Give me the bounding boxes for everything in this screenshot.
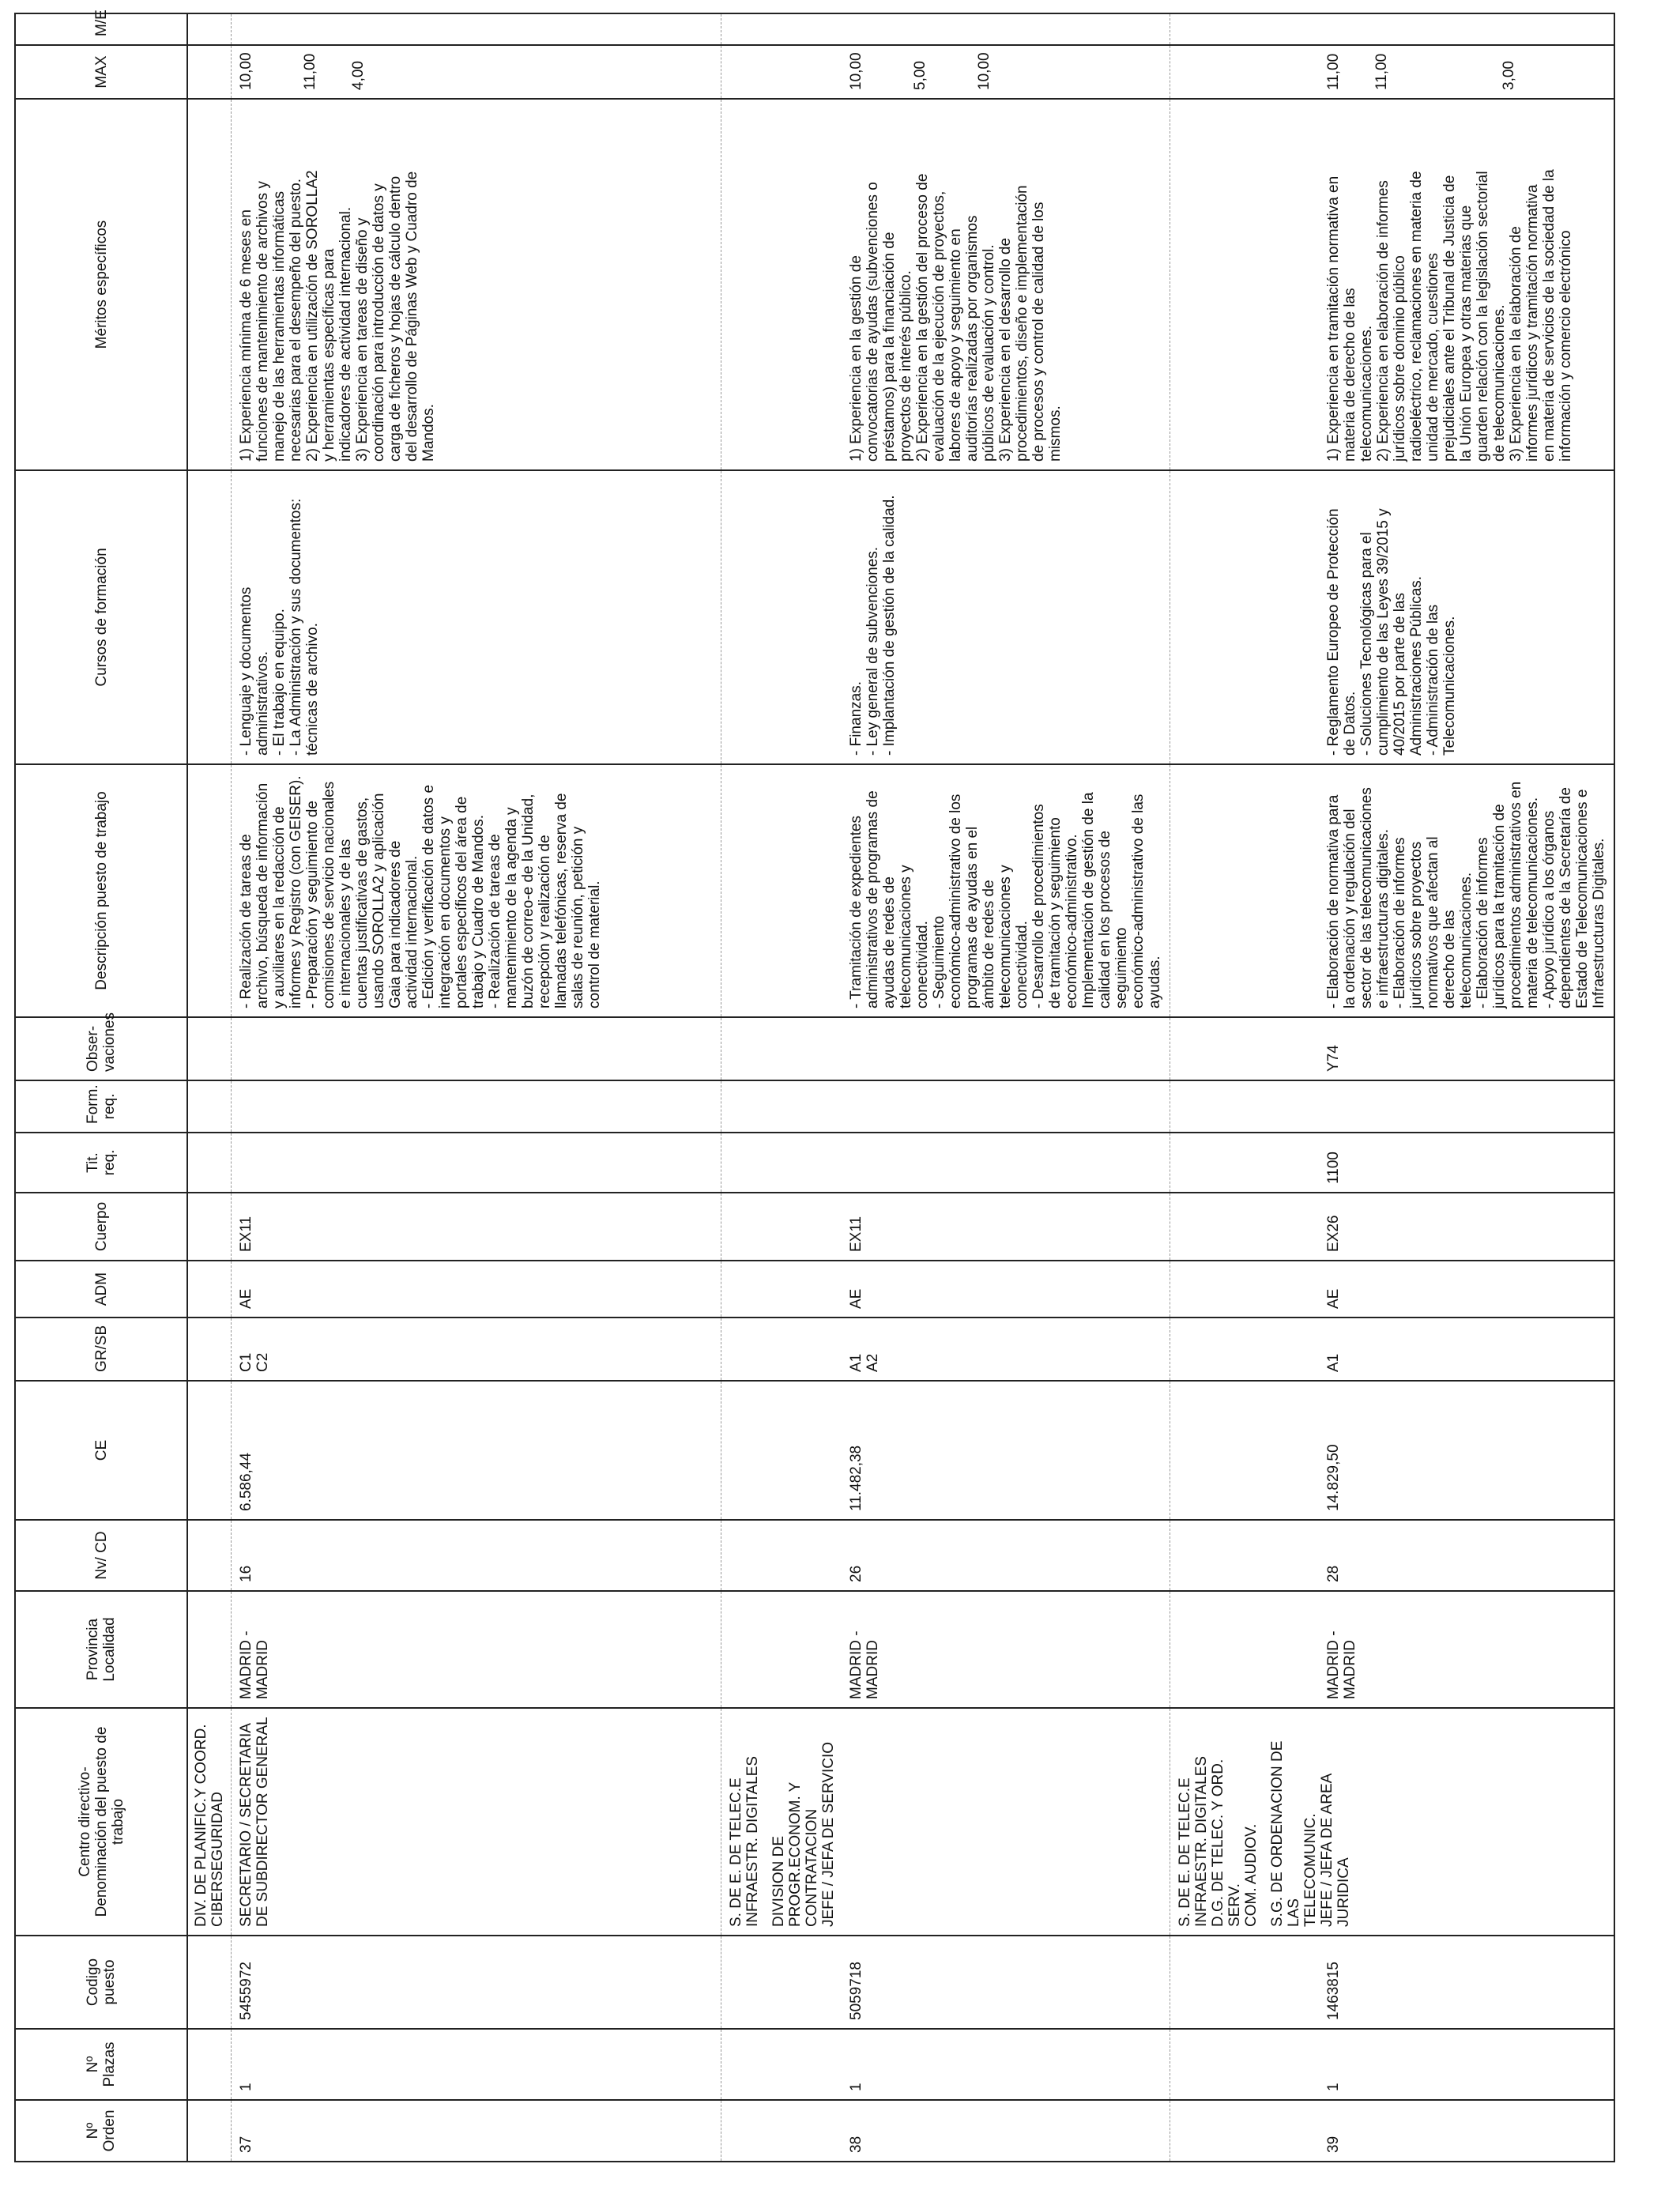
centro-puesto: JEFE / JEFA DE AREA JURIDICA <box>1319 1773 1352 1927</box>
header-row <box>15 13 187 2162</box>
cell-meritos <box>1170 99 1615 470</box>
header-orden: Nº Orden <box>15 2100 187 2162</box>
cell-nivel: 26 <box>721 1520 1170 1591</box>
merito-3: 3) Experiencia en la elaboración de informes jurídicos y tramitación normativa en materia de servicios de la sociedad de la información y comercio electrónico <box>1508 169 1574 462</box>
cell-cursos: - Reglamento Europeo de Protección de Datos. - Soluciones Tecnológicas para el cumplimiento de las Leyes 39/2015 y 40/2015 por parte de las Administraciones Públicas. - Administración de las Telecomunicaciones. <box>1170 470 1615 764</box>
merito-3: 3) Experiencia en el desarrollo de procedimientos, diseño e implementación de procesos y control de calidad de los mismos. <box>997 185 1064 462</box>
cell-meritos <box>232 99 721 470</box>
header-provincia: Provincia Localidad <box>15 1591 187 1708</box>
cell-descripcion: - Tramitación de expedientes administrativos de programas de ayudas de redes de telecomunicaciones y conectividad. - Seguimiento económico-administrativo de los programas de ayudas en el ámbito de redes de telecomunicaciones y conectividad. - Desarrollo de procedimientos de tramitación y seguimiento económico-administrativo. Implementación de gestión de la calidad en los procesos de seguimiento económico-administrativo de las ayudas. <box>721 764 1170 1017</box>
cell-formacion <box>1170 1080 1615 1133</box>
header-centro: Centro directivo- Denominación del puesto de trabajo <box>15 1708 187 1936</box>
cell-codigo: 5455972 <box>232 1936 721 2029</box>
table-row <box>232 13 721 2162</box>
header-plazas: Nº Plazas <box>15 2029 187 2100</box>
cell-titulacion <box>232 1133 721 1193</box>
max-1: 11,00 <box>1325 53 1342 90</box>
cell-cursos: - Lenguaje y documentos administrativos. - El trabajo en equipo. - La Administración y sus documentos: técnicas de archivo. <box>232 470 721 764</box>
cell-formacion <box>721 1080 1170 1133</box>
cell-centro <box>1170 1708 1615 1936</box>
max-2: 11,00 <box>1373 53 1390 90</box>
header-cursos: Cursos de formación <box>15 470 187 764</box>
header-observaciones: Obser- vaciones <box>15 1017 187 1080</box>
cell-plazas: 1 <box>232 2029 721 2100</box>
header-nivel: Nv/ CD <box>15 1520 187 1591</box>
cell-observaciones: Y74 <box>1170 1017 1615 1080</box>
centro-puesto: JEFE / JEFA DE SERVICIO <box>820 1741 837 1927</box>
merito-2: 2) Experiencia en utilización de SOROLLA2 y herramientas específicas para indicadores de actividad internacional. <box>304 170 354 462</box>
merito-1: 1) Experiencia en la gestión de convocatorias de ayudas (subvenciones o préstamos) para la financiación de proyectos de interés público. <box>848 182 914 462</box>
cell-cuerpo: EX11 <box>232 1193 721 1261</box>
max-3: 3,00 <box>1501 61 1517 90</box>
cell-codigo: 1463815 <box>1170 1936 1615 2029</box>
table-row-pre <box>187 13 232 2162</box>
header-cuerpo: Cuerpo <box>15 1193 187 1261</box>
centro-division: DIVISION DE PROGR.ECONOM. Y CONTRATACION <box>770 1781 820 1927</box>
header-codigo: Codigo puesto <box>15 1936 187 2029</box>
merito-2: 2) Experiencia en elaboración de informes jurídicos sobre dominio público radioeléctrico, reclamaciones en materia de unidad de mercado, cuestiones prejudiciales ante el Tribunal de Justicia de la Unión Europea y otras materias que guarden relación con la legislación sectorial de telecomunicaciones. <box>1375 171 1508 462</box>
cell-codigo: 5059718 <box>721 1936 1170 2029</box>
positions-table <box>14 9 1615 2162</box>
merito-1: 1) Experiencia en tramitación normativa en materia de derecho de las telecomunicaciones. <box>1325 175 1375 462</box>
cell-me <box>721 13 1170 45</box>
header-descripcion: Descripción puesto de trabajo <box>15 764 187 1017</box>
header-max: MAX <box>15 45 187 99</box>
cell-orden: 38 <box>721 2100 1170 2162</box>
cell-max <box>1170 45 1615 99</box>
cell-ce: 14.829,50 <box>1170 1381 1615 1520</box>
cell-centro: SECRETARIO / SECRETARIA DE SUBDIRECTOR GENERAL <box>232 1708 721 1936</box>
cell-cursos: - Finanzas. - Ley general de subvenciones. - Implantación de gestión de la calidad. <box>721 470 1170 764</box>
max-1: 10,00 <box>848 52 864 90</box>
header-me: M/E <box>15 13 187 45</box>
cell-descripcion: - Realización de tareas de archivo, búsqueda de información y auxiliares en la redacción de informes y Registro (con GEISER). - Preparación y seguimiento de comisiones de servicio nacionales e internacionales y de las cuentas justificativas de gastos, usando SOROLLA2 y aplicación Gaia para indicadores de actividad internacional. - Edición y verificación de datos e integración en documentos y portales específicos del área de trabajo y Cuadro de Mandos. - Realización de tareas de mantenimiento de la agenda y buzón de correo-e de la Unidad, recepción y realización de llamadas telefónicas, reserva de salas de reunión, petición y control de material. <box>232 764 721 1017</box>
cell-adm: AE <box>721 1261 1170 1318</box>
cell-observaciones <box>721 1017 1170 1080</box>
cell-me <box>1170 13 1615 45</box>
cell-titulacion: 1100 <box>1170 1133 1615 1193</box>
max-2: 5,00 <box>912 61 929 90</box>
cell-ce: 11.482,38 <box>721 1381 1170 1520</box>
max-3: 4,00 <box>350 61 367 90</box>
cell-provincia: MADRID - MADRID <box>1170 1591 1615 1708</box>
cell-grupo: A1 <box>1170 1318 1615 1381</box>
header-meritos: Méritos específicos <box>15 99 187 470</box>
merito-3: 3) Experiencia en tareas de diseño y coordinación para introducción de datos y carga de ficheros y hojas de cálculo dentro del desarrollo de Páginas Web y Cuadro de Mandos. <box>354 171 437 462</box>
cell-nivel: 28 <box>1170 1520 1615 1591</box>
pre-row-centro: DIV. DE PLANIFIC.Y COORD. CIBERSEGURIDAD <box>187 1708 232 1936</box>
max-1: 10,00 <box>238 52 254 90</box>
cell-orden: 39 <box>1170 2100 1615 2162</box>
cell-adm: AE <box>232 1261 721 1318</box>
cell-observaciones <box>232 1017 721 1080</box>
cell-centro <box>721 1708 1170 1936</box>
cell-descripcion: - Elaboración de normativa para la ordenación y regulación del sector de las telecomunicaciones e infraestructuras digitales. - Elaboración de informes jurídicos sobre proyectos normativos que afectan al derecho de las telecomunicaciones. - Elaboración de informes jurídicos para la tramitación de procedimientos administrativos en materia de telecomunicaciones. - Apoyo jurídico a los órganos dependientes de la Secretaría de Estado de Telecomunicaciones e Infraestructuras Digitales. <box>1170 764 1615 1017</box>
cell-me <box>232 13 721 45</box>
cell-meritos <box>721 99 1170 470</box>
cell-ce: 6.586,44 <box>232 1381 721 1520</box>
cell-plazas: 1 <box>1170 2029 1615 2100</box>
cell-cuerpo: EX26 <box>1170 1193 1615 1261</box>
centro-subdireccion: S.G. DE ORDENACION DE LAS TELECOMUNIC. <box>1269 1740 1319 1927</box>
cell-nivel: 16 <box>232 1520 721 1591</box>
cell-grupo: C1 C2 <box>232 1318 721 1381</box>
header-adm: ADM <box>15 1261 187 1318</box>
centro-secretaria: S. DE E. DE TELEC.E INFRAESTR. DIGITALES D.G. DE TELEC. Y ORD. SERV. COM. AUDIOV. <box>1177 1755 1260 1927</box>
header-titulacion: Tit. req. <box>15 1133 187 1193</box>
cell-plazas: 1 <box>721 2029 1170 2100</box>
cell-provincia: MADRID - MADRID <box>721 1591 1170 1708</box>
merito-2: 2) Experiencia en la gestión del proceso de evaluación de la ejecución de proyectos, labores de apoyo y seguimiento en auditorías realizadas por organismos públicos de evaluación y control. <box>914 173 997 462</box>
cell-grupo: A1 A2 <box>721 1318 1170 1381</box>
cell-cuerpo: EX11 <box>721 1193 1170 1261</box>
cell-adm: AE <box>1170 1261 1615 1318</box>
max-2: 11,00 <box>302 53 318 90</box>
cell-max <box>232 45 721 99</box>
table-row <box>1170 13 1615 2162</box>
cell-max <box>721 45 1170 99</box>
header-ce: CE <box>15 1381 187 1520</box>
header-grupo: GR/SB <box>15 1318 187 1381</box>
cell-orden: 37 <box>232 2100 721 2162</box>
table-row <box>721 13 1170 2162</box>
cell-titulacion <box>721 1133 1170 1193</box>
cell-provincia: MADRID - MADRID <box>232 1591 721 1708</box>
cell-formacion <box>232 1080 721 1133</box>
header-formacion: Form. req. <box>15 1080 187 1133</box>
merito-1: 1) Experiencia mínima de 6 meses en funciones de mantenimiento de archivos y manejo de las herramientas informáticas necesarias para el desempeño del puesto. <box>238 178 304 462</box>
max-3: 10,00 <box>976 52 993 90</box>
centro-secretaria: S. DE E. DE TELEC.E INFRAESTR. DIGITALES <box>728 1755 761 1927</box>
